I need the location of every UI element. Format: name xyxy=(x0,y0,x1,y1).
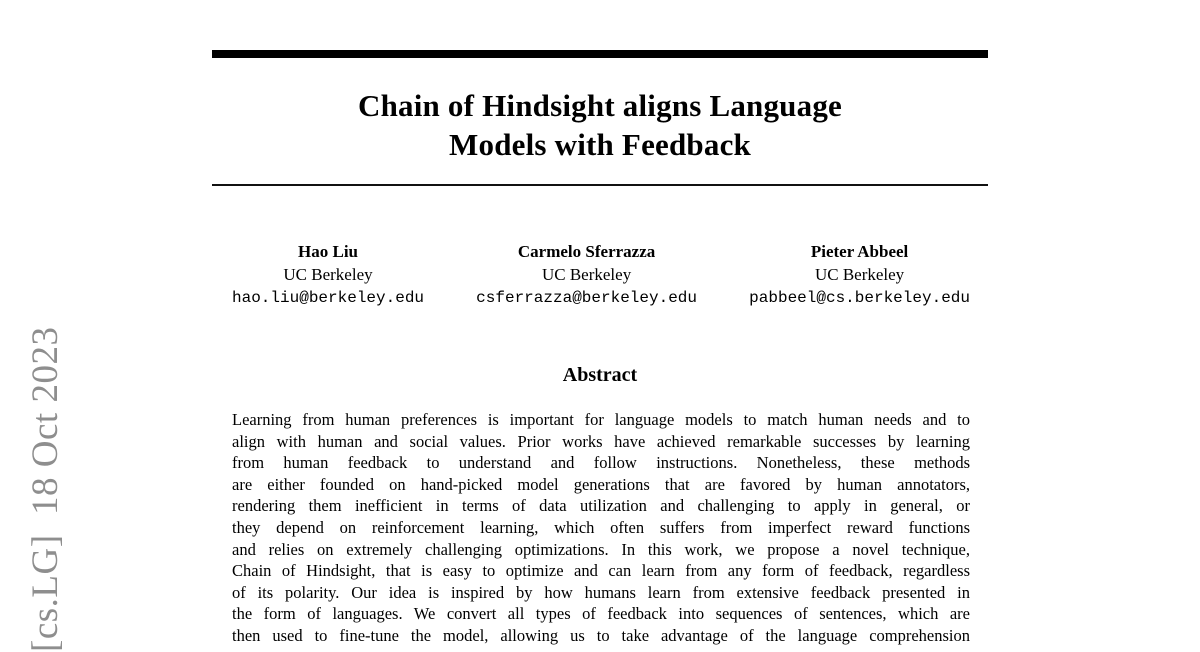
abstract-line: are either founded on hand-picked model generations that are favored by human annotators, xyxy=(232,474,970,494)
title-rule-bottom xyxy=(212,184,988,186)
title-rule-top xyxy=(212,50,988,58)
author-block xyxy=(476,240,697,309)
paper-title-line-1: Chain of Hindsight aligns Language xyxy=(357,88,842,123)
abstract-line: the form of languages. We convert all types of feedback into sequences of sentences, which are xyxy=(232,604,970,624)
author-email: hao.liu@berkeley.edu xyxy=(232,289,425,307)
abstract-line: from human feedback to understand and follow instructions. Nonetheless, these methods xyxy=(232,453,970,473)
author-email: pabbeel@cs.berkeley.edu xyxy=(749,289,970,307)
author-affiliation: UC Berkeley xyxy=(814,265,905,284)
author-list xyxy=(232,240,970,309)
abstract-line: Chain of Hindsight, that is easy to optimize and can learn from any form of feedback, regardless xyxy=(232,561,970,581)
author-name: Hao Liu xyxy=(298,242,359,261)
paper-title xyxy=(212,86,988,164)
abstract-line: then used to fine-tune the model, allowing us to take advantage of the language comprehension xyxy=(232,625,970,645)
abstract-body xyxy=(232,409,970,647)
abstract-line: and relies on extremely challenging optimizations. In this work, we propose a novel technique, xyxy=(232,539,970,559)
abstract-line: of its polarity. Our idea is inspired by how humans learn from extensive feedback presented in xyxy=(232,582,970,602)
author-affiliation: UC Berkeley xyxy=(283,265,373,284)
author-affiliation: UC Berkeley xyxy=(541,265,632,284)
author-email: csferrazza@berkeley.edu xyxy=(476,289,698,307)
abstract-line: rendering them inefficient in terms of data utilization and challenging to apply in general, or xyxy=(232,496,970,516)
abstract-line: align with human and social values. Prior works have achieved remarkable successes by learning xyxy=(232,431,970,451)
abstract-heading: Abstract xyxy=(562,364,638,386)
abstract-line: they depend on reinforcement learning, which often suffers from imperfect reward functions xyxy=(232,517,970,537)
paper-title-line-2: Models with Feedback xyxy=(449,127,751,162)
author-name: Carmelo Sferrazza xyxy=(517,242,656,261)
author-name: Pieter Abbeel xyxy=(810,242,909,261)
abstract-line: Learning from human preferences is important for language models to match human needs and to xyxy=(232,410,970,429)
arxiv-category-date-stamp: [cs.LG] 18 Oct 2023 xyxy=(25,326,66,652)
author-block xyxy=(749,240,970,309)
author-block xyxy=(232,240,424,309)
